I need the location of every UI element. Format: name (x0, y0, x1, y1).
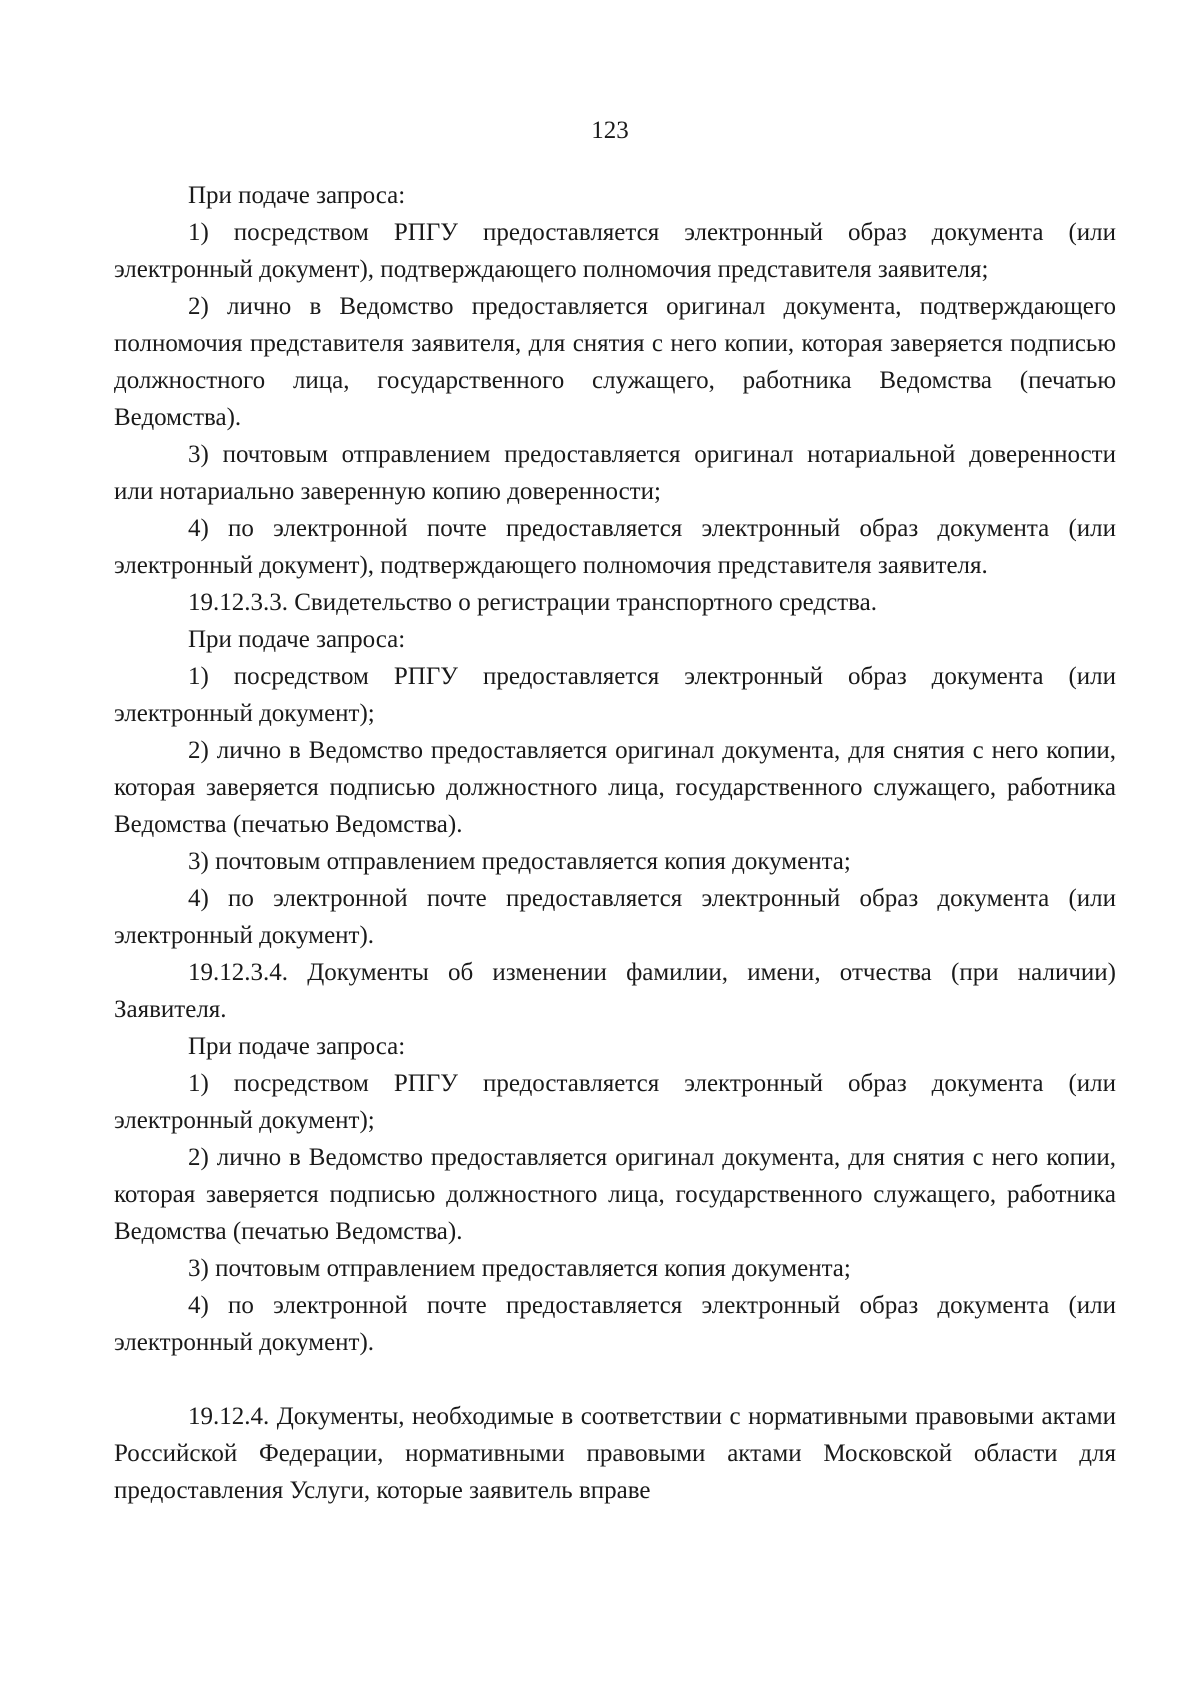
page-number: 123 (591, 117, 629, 144)
section-heading: 19.12.3.4. Документы об изменении фамилии, имени, отчества (при наличии) Заявителя. (114, 959, 1116, 1023)
section-heading: 19.12.4. Документы, необходимые в соответствии с нормативными правовыми актами Российской Федерации, нормативными правовыми актами Московской области для предоставления Услуги, которые заявитель вправе (114, 1403, 1116, 1504)
paragraph: 4) по электронной почте предоставляется электронный образ документа (или электронный документ), подтверждающего полномочия представителя заявителя. (114, 515, 1116, 579)
paragraph: При подаче запроса: (188, 626, 406, 653)
paragraph: 1) посредством РПГУ предоставляется электронный образ документа (или электронный документ); (114, 663, 1116, 727)
paragraph: 1) посредством РПГУ предоставляется электронный образ документа (или электронный документ); (114, 1070, 1116, 1134)
paragraph: 1) посредством РПГУ предоставляется электронный образ документа (или электронный документ), подтверждающего полномочия представителя заявителя; (114, 219, 1116, 283)
paragraph: При подаче запроса: (188, 182, 406, 209)
document-body (114, 177, 1116, 1509)
paragraph: 4) по электронной почте предоставляется электронный образ документа (или электронный документ). (114, 1292, 1116, 1356)
paragraph: 3) почтовым отправлением предоставляется копия документа; (188, 1255, 851, 1282)
paragraph: 3) почтовым отправлением предоставляется оригинал нотариальной доверенности или нотариально заверенную копию доверенности; (114, 441, 1116, 505)
paragraph: 3) почтовым отправлением предоставляется копия документа; (188, 848, 851, 875)
paragraph: 4) по электронной почте предоставляется электронный образ документа (или электронный документ). (114, 885, 1116, 949)
section-heading: 19.12.3.3. Свидетельство о регистрации транспортного средства. (188, 589, 877, 616)
paragraph: 2) лично в Ведомство предоставляется оригинал документа, подтверждающего полномочия представителя заявителя, для снятия с него копии, которая заверяется подписью должностного лица, государственного служащего, работника Ведомства (печатью Ведомства). (114, 293, 1116, 431)
paragraph: 2) лично в Ведомство предоставляется оригинал документа, для снятия с него копии, которая заверяется подписью должностного лица, государственного служащего, работника Ведомства (печатью Ведомства). (114, 1144, 1116, 1245)
paragraph: 2) лично в Ведомство предоставляется оригинал документа, для снятия с него копии, которая заверяется подписью должностного лица, государственного служащего, работника Ведомства (печатью Ведомства). (114, 737, 1116, 838)
paragraph: При подаче запроса: (188, 1033, 406, 1060)
